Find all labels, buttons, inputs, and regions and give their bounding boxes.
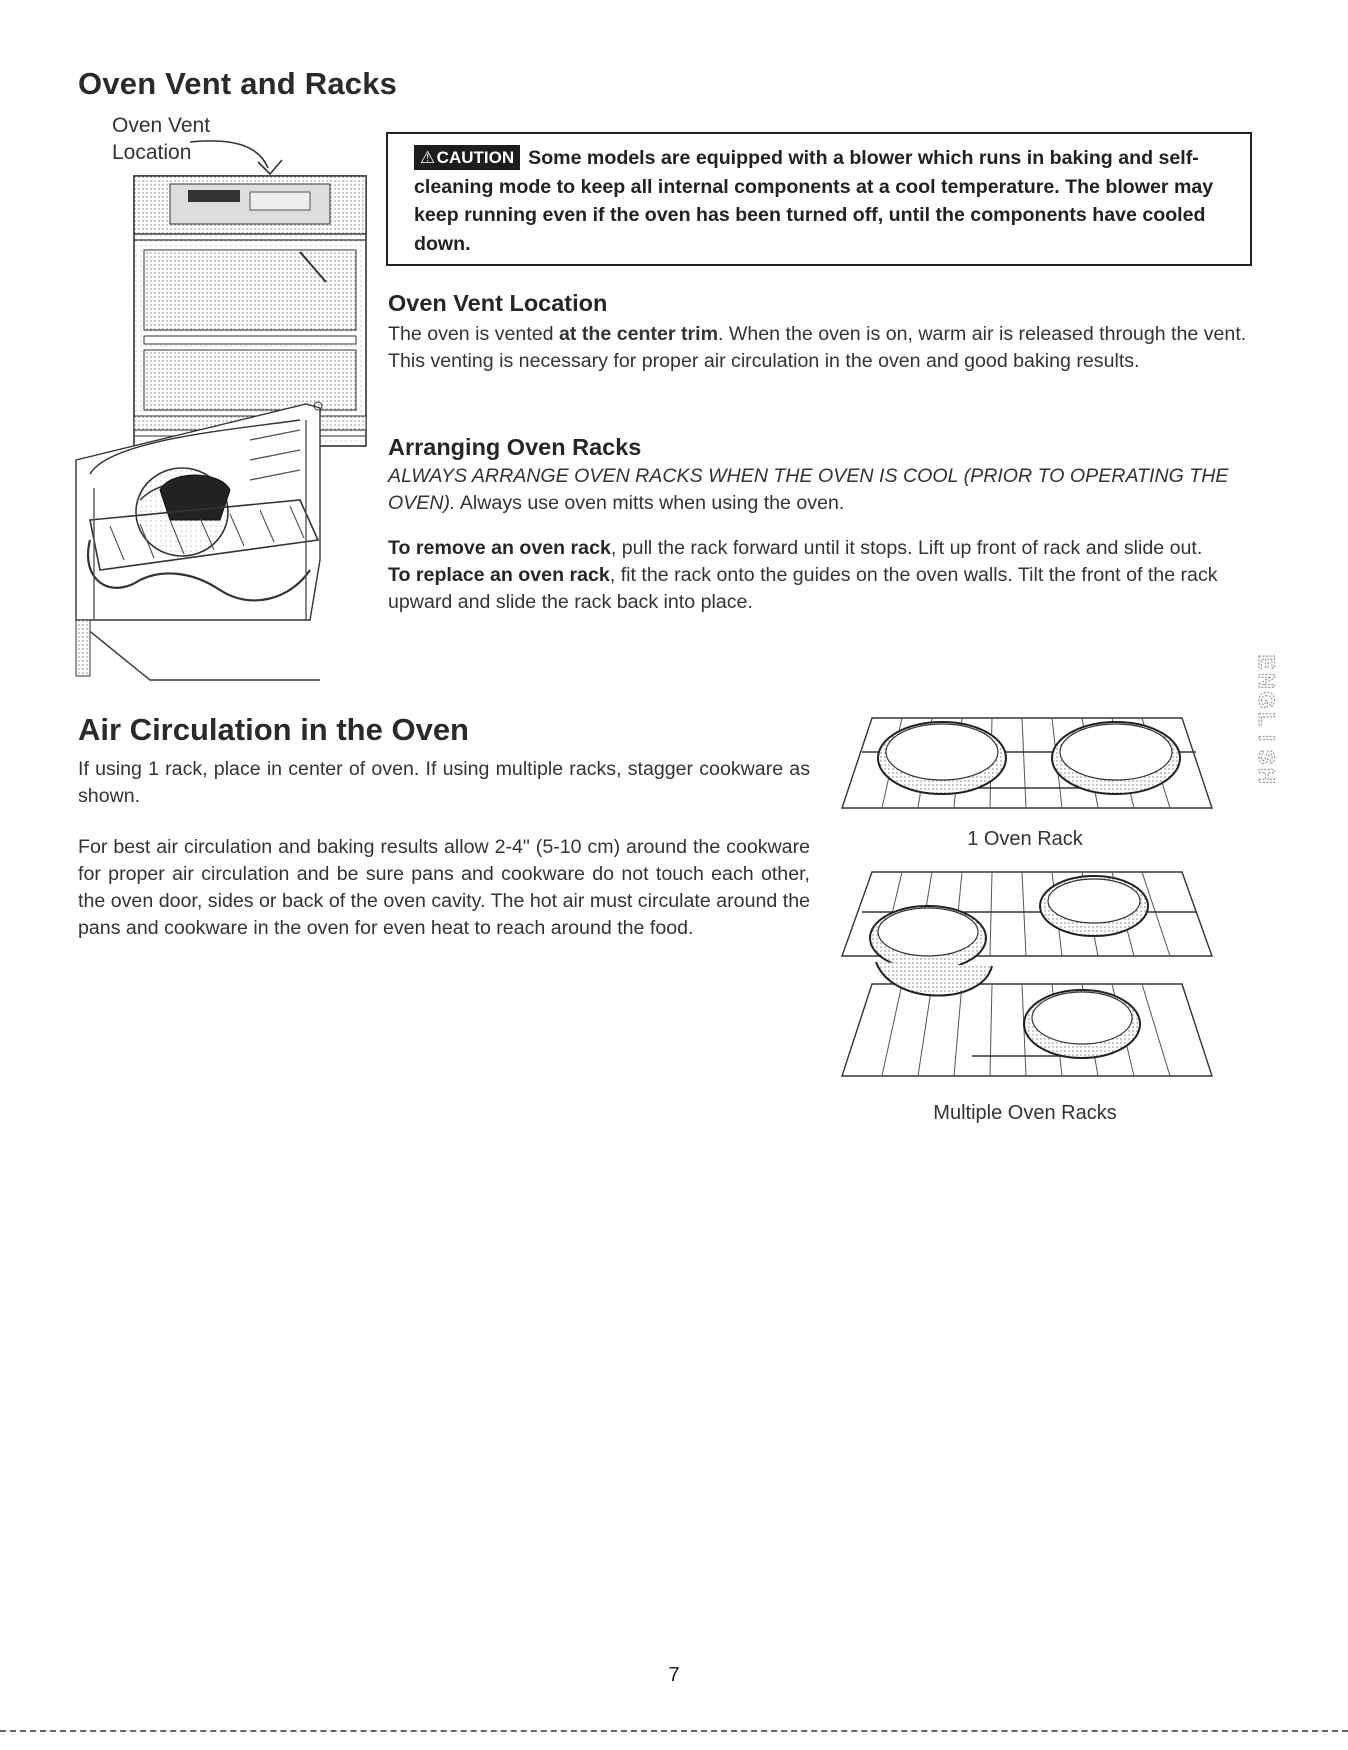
racks-warning-italic: ALWAYS ARRANGE OVEN RACKS WHEN THE OVEN IS COOL (PRIOR TO OPERATING THE OVEN). <box>388 465 1229 514</box>
side-tab-letter: L <box>1254 712 1280 726</box>
air-circulation-para-2: For best air circulation and baking results allow 2-4" (5-10 cm) around the cookware for proper air circulation and be sure pans and cookware do not touch each other, the oven door, sides or back of the oven cavity. The hot air must circulate around the pans and cookware in the oven for even heat to reach around the food. <box>78 836 810 939</box>
remove-rack-instructions <box>388 535 1248 562</box>
arranging-racks-heading: Arranging Oven Racks <box>388 434 642 460</box>
vent-text-post: . When the oven is on, warm air is released through the vent. This venting is necessary for proper air circulation in the oven and good baking results. <box>388 323 1247 372</box>
side-tab-letter: H <box>1254 768 1280 784</box>
multiple-racks-illustration <box>832 866 1222 1096</box>
vent-location-heading: Oven Vent Location <box>388 290 608 316</box>
racks-warning-rest: Always use oven mitts when using the oven. <box>455 492 845 514</box>
multiple-racks-caption: Multiple Oven Racks <box>933 1102 1117 1124</box>
wall-oven-icon <box>70 140 370 700</box>
vent-location-section <box>388 290 1248 375</box>
caution-badge: ⚠ CAUTION <box>414 145 520 170</box>
page-title: Oven Vent and Racks <box>78 66 398 101</box>
side-tab-letter: S <box>1254 749 1280 765</box>
air-circulation-para-1: If using 1 rack, place in center of oven. If using multiple racks, stagger cookware as shown. <box>78 758 810 807</box>
vent-text-bold: at the center trim <box>559 323 718 345</box>
bottom-divider <box>0 1730 1348 1732</box>
air-circulation-heading: Air Circulation in the Oven <box>78 712 469 747</box>
english-tab-graphic <box>1250 648 1280 798</box>
one-rack-caption: 1 Oven Rack <box>967 828 1083 850</box>
side-tab-letter: I <box>1254 734 1280 742</box>
remove-rack-bold: To remove an oven rack <box>388 537 611 559</box>
replace-rack-instructions <box>388 562 1248 616</box>
english-side-tab <box>1250 648 1280 803</box>
vent-label-line2: Location <box>112 141 192 164</box>
racks-warning <box>388 463 1248 517</box>
side-tab-letter: G <box>1254 691 1280 709</box>
vent-location-text <box>388 321 1248 375</box>
remove-rack-text: , pull the rack forward until it stops. Lift up front of rack and slide out. <box>610 537 1203 559</box>
one-rack-illustration <box>832 712 1222 822</box>
page-number: 7 <box>668 1664 680 1686</box>
replace-rack-text: , fit the rack onto the guides on the oven walls. Tilt the front of the rack upward and slide the rack back into place. <box>388 564 1218 613</box>
replace-rack-bold: To replace an oven rack <box>388 564 610 586</box>
caution-text: Some models are equipped with a blower which runs in baking and self-cleaning mode to keep all internal components at a cool temperature. The blower may keep running even if the oven has been turned off, until the components have cooled down. <box>414 147 1214 255</box>
side-tab-letter: N <box>1254 673 1280 689</box>
vent-text-pre: The oven is vented <box>388 323 560 345</box>
caution-box <box>386 132 1252 266</box>
arranging-racks-section <box>388 434 1248 616</box>
side-tab-letter: E <box>1254 654 1280 670</box>
vent-label-line1: Oven Vent <box>112 114 211 137</box>
caution-badge-label: CAUTION <box>436 148 515 167</box>
